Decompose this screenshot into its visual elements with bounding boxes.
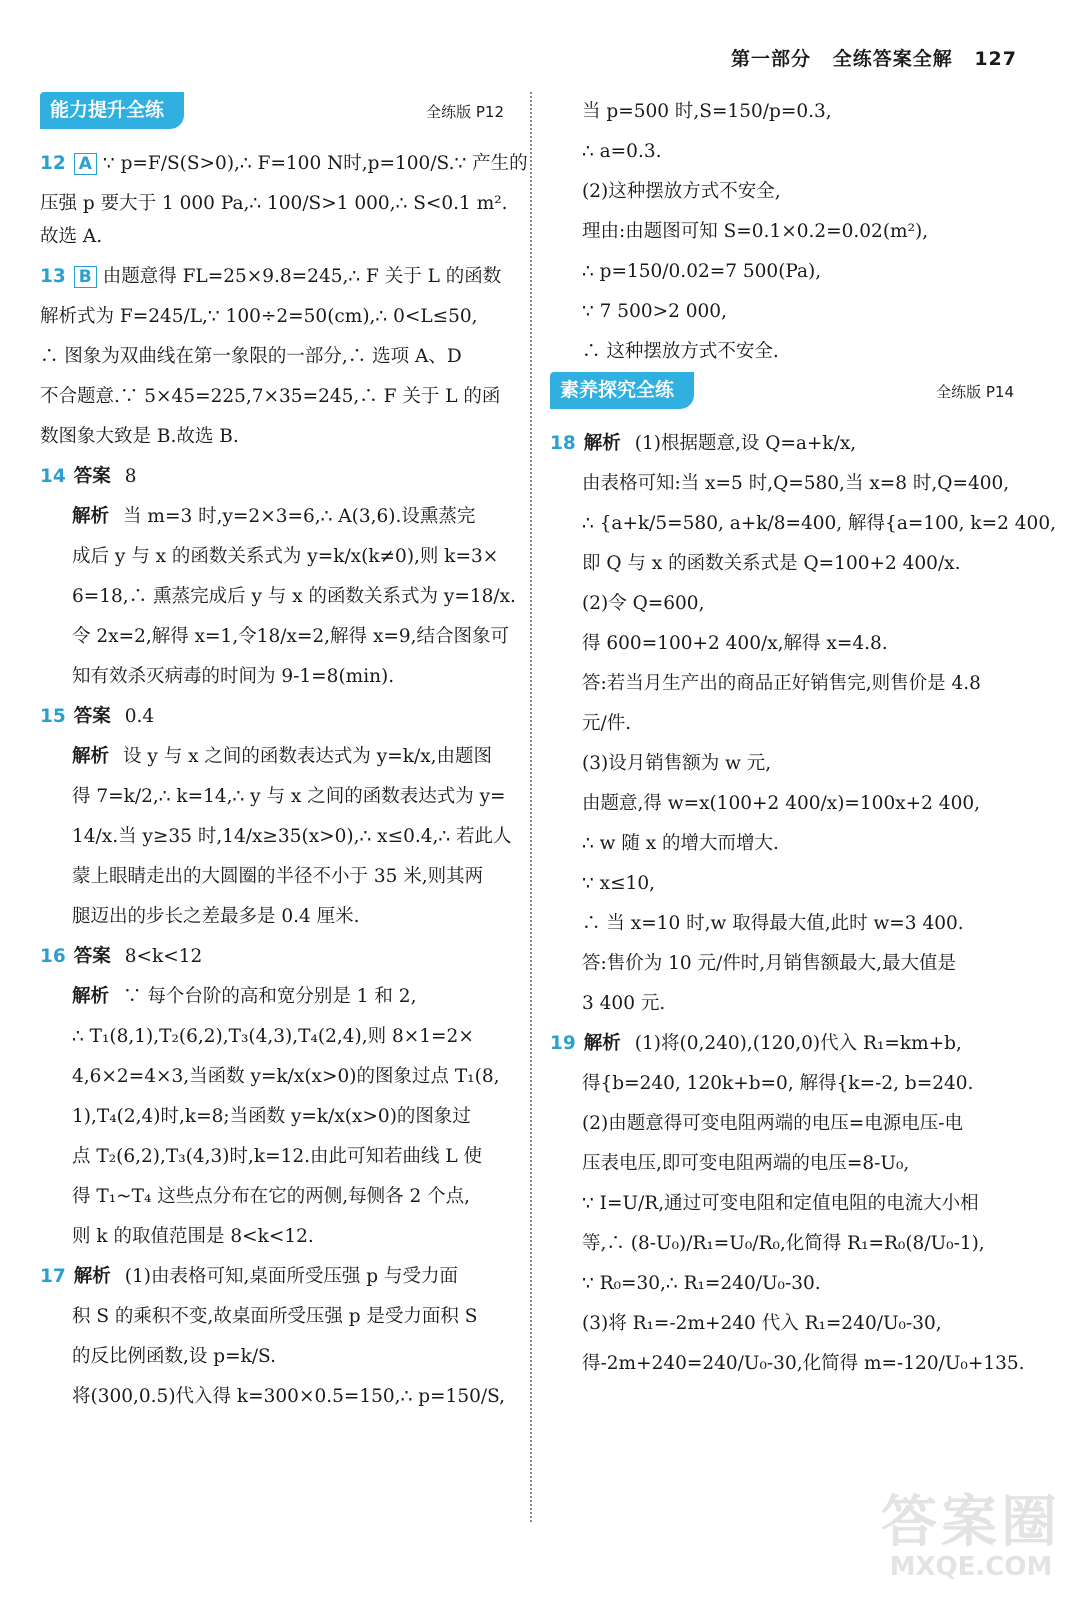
text-line: 得 7=k/2,∴ k=14,∴ y 与 x 之间的函数表达式为 y= (72, 786, 506, 807)
analysis-label: 解析 (73, 1266, 111, 1287)
answer-label: 答案 (73, 466, 111, 487)
text-line: ∵ R₀=30,∴ R₁=240/U₀-30. (582, 1273, 821, 1294)
section-tag: 素养探究全练 (550, 372, 694, 409)
question-number: 19 (550, 1033, 576, 1054)
watermark (881, 1490, 1061, 1582)
text-line: 由表格可知:当 x=5 时,Q=580,当 x=8 时,Q=400, (582, 473, 1010, 494)
column-divider (530, 92, 532, 1522)
answer-label: 答案 (73, 946, 111, 967)
analysis-label: 解析 (583, 433, 621, 454)
text-line: ∵ 7 500>2 000, (582, 301, 727, 322)
text-line: 19 解析 (1)将(0,240),(120,0)代入 R₁=km+b, (550, 1033, 962, 1054)
text-line: 腿迈出的步长之差最多是 0.4 厘米. (72, 906, 360, 927)
text-line: 得{b=240, 120k+b=0, 解得{k=-2, b=240. (582, 1073, 974, 1094)
text-line: 不合题意.∵ 5×45=225,7×35=245,∴ F 关于 L 的函 (40, 386, 501, 407)
section-banner-literacy (550, 372, 1020, 410)
text-line: 即 Q 与 x 的函数关系式是 Q=100+2 400/x. (582, 553, 961, 574)
text-line: 解析 当 m=3 时,y=2×3=6,∴ A(3,6).设熏蒸完 (72, 506, 476, 527)
question-number: 16 (40, 946, 66, 967)
text-line: 当 p=500 时,S=150/p=0.3, (582, 101, 832, 122)
text-line: 18 解析 (1)根据题意,设 Q=a+k/x, (550, 433, 857, 454)
text-line: 知有效杀灭病毒的时间为 9-1=8(min). (72, 666, 395, 687)
section-ref: 全练版 P12 (426, 103, 504, 121)
right-column (550, 92, 1056, 1384)
text-line: 理由:由题图可知 S=0.1×0.2=0.02(m²), (582, 221, 929, 242)
text-line: 数图象大致是 B.故选 B. (40, 426, 239, 447)
text-line: 则 k 的取值范围是 8<k<12. (72, 1226, 314, 1247)
text-line: ∴ p=150/0.02=7 500(Pa), (582, 261, 822, 282)
section-banner-ability (40, 92, 510, 130)
text-line: 14/x.当 y≥35 时,14/x≥35(x>0),∴ x≤0.4,∴ 若此人 (72, 826, 512, 847)
text-line: ∴ T₁(8,1),T₂(6,2),T₃(4,3),T₄(2,4),则 8×1=2× (72, 1026, 474, 1047)
text-line: ∴ w 随 x 的增大而增大. (582, 833, 779, 854)
text-line: 压表电压,即可变电阻两端的电压=8-U₀, (582, 1153, 910, 1174)
text-line: ∴ 图象为双曲线在第一象限的一部分,∴ 选项 A、D (40, 346, 462, 367)
text-line: (2)令 Q=600, (582, 593, 705, 614)
text-line: (2)由题意得可变电阻两端的电压=电源电压-电 (582, 1113, 963, 1134)
section-ref: 全练版 P14 (936, 383, 1014, 401)
text-line: 13 B 由题意得 FL=25×9.8=245,∴ F 关于 L 的函数 (40, 266, 502, 287)
text-line: ∴ a=0.3. (582, 141, 662, 162)
text-line: 14 答案 8 (40, 466, 137, 487)
section-tag: 能力提升全练 (40, 92, 184, 129)
text-line: ∴ 当 x=10 时,w 取得最大值,此时 w=3 400. (582, 913, 964, 934)
analysis-label: 解析 (72, 986, 110, 1007)
text-line: 4,6×2=4×3,当函数 y=k/x(x>0)的图象过点 T₁(8, (72, 1066, 500, 1087)
text-line: 17 解析 (1)由表格可知,桌面所受压强 p 与受力面 (40, 1266, 458, 1287)
text-line: (3)设月销售额为 w 元, (582, 753, 772, 774)
question-number: 14 (40, 466, 66, 487)
text-line: 解析 ∵ 每个台阶的高和宽分别是 1 和 2, (72, 986, 417, 1007)
text-line: 积 S 的乘积不变,故桌面所受压强 p 是受力面积 S (72, 1306, 478, 1327)
text-line: 元/件. (582, 713, 632, 734)
watermark-url: MXQE.COM (889, 1552, 1053, 1582)
text-line: 解析式为 F=245/L,∵ 100÷2=50(cm),∴ 0<L≤50, (40, 306, 478, 327)
text-line: 等,∴ (8-U₀)/R₁=U₀/R₀,化简得 R₁=R₀(8/U₀-1), (582, 1233, 985, 1254)
question-number: 13 (40, 266, 66, 287)
text-line: 解析 设 y 与 x 之间的函数表达式为 y=k/x,由题图 (72, 746, 493, 767)
answer-option: A (74, 153, 97, 175)
text-line: (2)这种摆放方式不安全, (582, 181, 781, 202)
page-number: 127 (974, 48, 1017, 70)
text-line: ∵ x≤10, (582, 873, 656, 894)
text-line: 成后 y 与 x 的函数关系式为 y=k/x(k≠0),则 k=3× (72, 546, 499, 567)
answer-option: B (74, 266, 97, 288)
text-line: 16 答案 8<k<12 (40, 946, 203, 967)
question-number: 17 (40, 1266, 66, 1287)
text-line: 答:若当月生产出的商品正好销售完,则售价是 4.8 (582, 673, 981, 694)
text-line: ∵ I=U/R,通过可变电阻和定值电阻的电流大小相 (582, 1193, 979, 1214)
watermark-logo: 答案圈 (881, 1490, 1061, 1555)
header-part: 第一部分 (731, 48, 812, 70)
text-line: 3 400 元. (582, 993, 666, 1014)
question-number: 18 (550, 433, 576, 454)
header-title: 全练答案全解 (832, 48, 953, 70)
text-line: 压强 p 要大于 1 000 Pa,∴ 100/S>1 000,∴ S<0.1 m². (40, 193, 508, 214)
question-number: 15 (40, 706, 66, 727)
analysis-label: 解析 (72, 506, 110, 527)
analysis-label: 解析 (583, 1033, 621, 1054)
text-line: 的反比例函数,设 p=k/S. (72, 1346, 276, 1367)
text-line: ∴ {a+k/5=580, a+k/8=400, 解得{a=100, k=2 400, (582, 513, 1056, 534)
text-line: 故选 A. (40, 226, 103, 247)
question-number: 12 (40, 153, 66, 174)
answer-label: 答案 (73, 706, 111, 727)
text-line: (3)将 R₁=-2m+240 代入 R₁=240/U₀-30, (582, 1313, 942, 1334)
text-line: 得 T₁~T₄ 这些点分布在它的两侧,每侧各 2 个点, (72, 1186, 471, 1207)
text-line: 令 2x=2,解得 x=1,令18/x=2,解得 x=9,结合图象可 (72, 626, 510, 647)
text-line: 6=18,∴ 熏蒸完成后 y 与 x 的函数关系式为 y=18/x. (72, 586, 516, 607)
text-line: 得-2m+240=240/U₀-30,化简得 m=-120/U₀+135. (582, 1353, 1025, 1374)
text-line: 12 A ∵ p=F/S(S>0),∴ F=100 N时,p=100/S.∵ 产生的 (40, 153, 528, 174)
text-line: ∴ 这种摆放方式不安全. (582, 341, 779, 362)
page-header (717, 44, 1017, 71)
text-line: 蒙上眼睛走出的大圆圈的半径不小于 35 米,则其两 (72, 866, 484, 887)
text-line: 由题意,得 w=x(100+2 400/x)=100x+2 400, (582, 793, 980, 814)
left-column (40, 92, 528, 1417)
text-line: 将(300,0.5)代入得 k=300×0.5=150,∴ p=150/S, (72, 1386, 505, 1407)
text-line: 答:售价为 10 元/件时,月销售额最大,最大值是 (582, 953, 957, 974)
text-line: 15 答案 0.4 (40, 706, 155, 727)
analysis-label: 解析 (72, 746, 110, 767)
text-line: 得 600=100+2 400/x,解得 x=4.8. (582, 633, 888, 654)
text-line: 点 T₂(6,2),T₃(4,3)时,k=12.由此可知若曲线 L 使 (72, 1146, 483, 1167)
text-line: 1),T₄(2,4)时,k=8;当函数 y=k/x(x>0)的图象过 (72, 1106, 471, 1127)
